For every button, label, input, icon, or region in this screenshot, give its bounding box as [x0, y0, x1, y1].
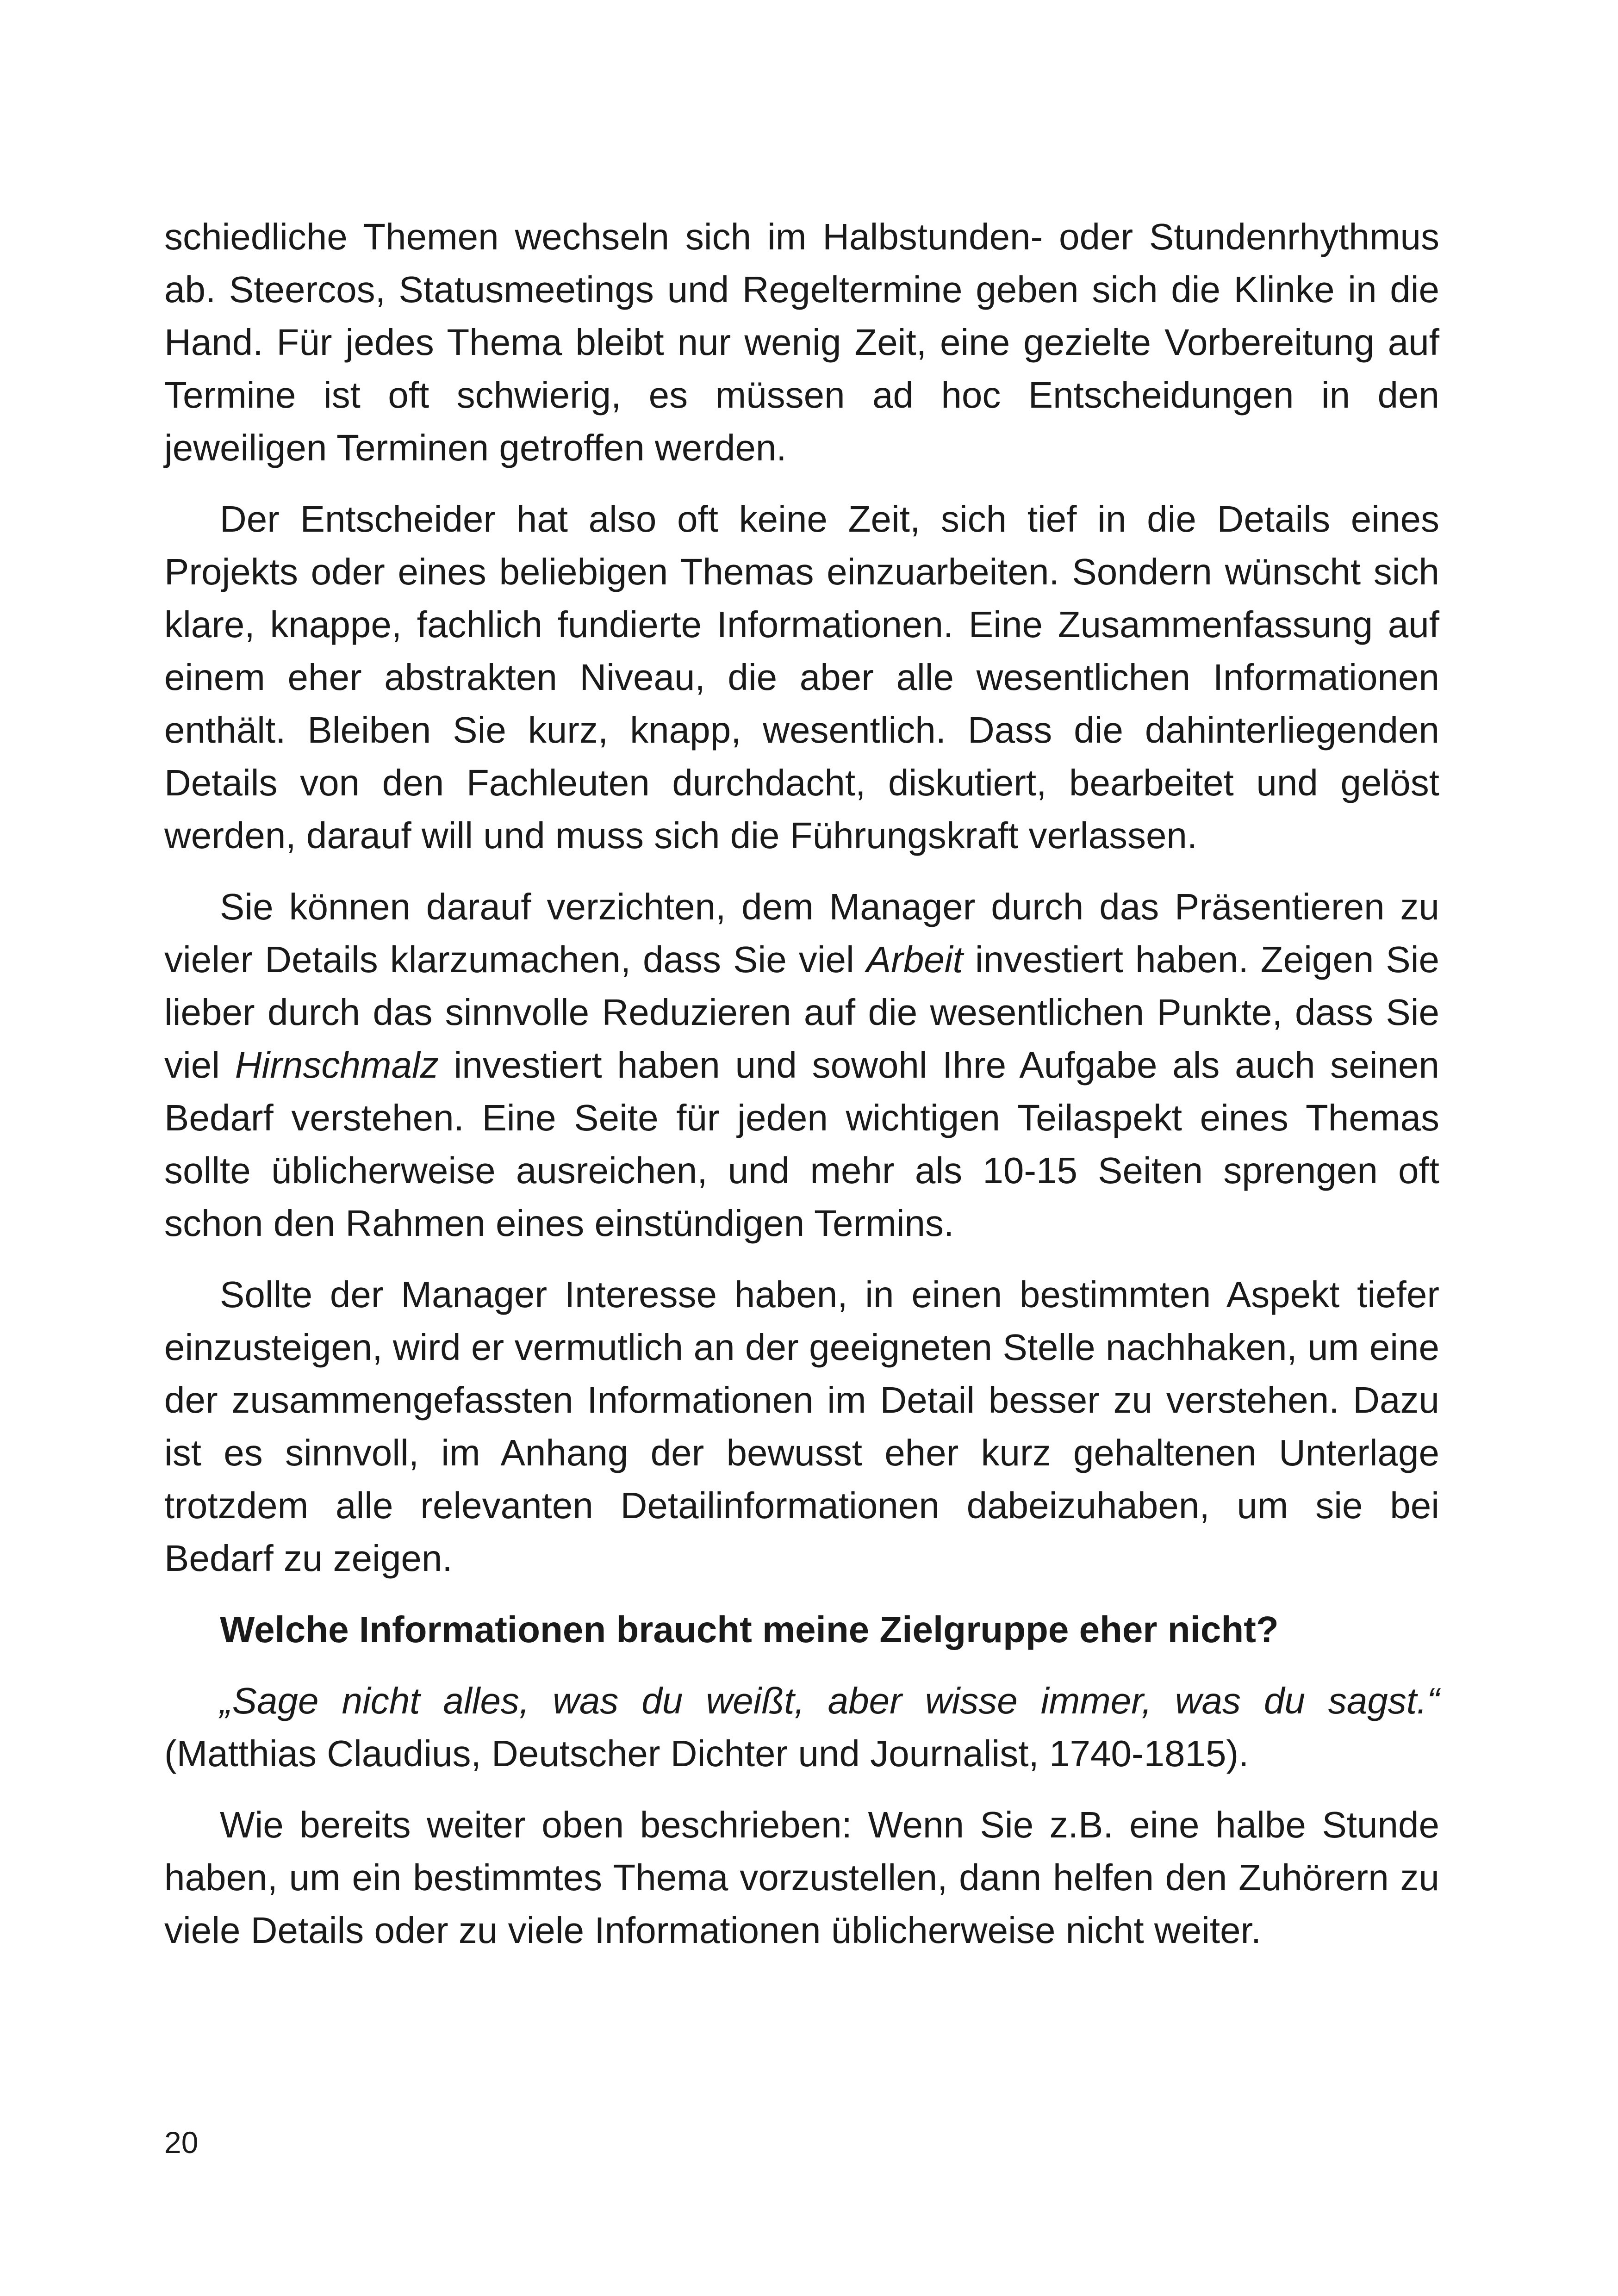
emphasis-arbeit: Arbeit [866, 939, 963, 980]
paragraph-3-text-c: investiert haben und sowohl Ihre Aufgabe als auch seinen Bedarf verstehen. Eine Seite für jeden wichtigen Teilaspekt eines Themas sollte üblicherweise ausreichen, und mehr als 10-15 Seiten sprengen oft schon den Rahmen eines einstündigen Termins. [164, 1044, 1440, 1244]
page-number: 20 [164, 2125, 199, 2159]
paragraph-4: Sollte der Manager Interesse haben, in einen bestimmten Aspekt tiefer einzusteigen, wird er vermutlich an der geeigneten Stelle nachhaken, um eine der zusammengefassten Informationen im Detail besser zu verstehen. Dazu ist es sinnvoll, im Anhang der bewusst eher kurz gehaltenen Unterlage trotzdem alle relevanten Detailinformationen dabeizuhaben, um sie bei Bedarf zu zeigen. [164, 1274, 1439, 1579]
paragraph-3 [164, 881, 1439, 1250]
emphasis-hirnschmalz: Hirnschmalz [235, 1044, 439, 1086]
quote-source: (Matthias Claudius, Deutscher Dichter und Journalist, 1740-1815). [164, 1733, 1249, 1774]
section-heading: Welche Informationen braucht meine Zielgruppe eher nicht? [220, 1609, 1279, 1650]
paragraph-3-text-b: investiert haben. Zeigen Sie lieber durch das sinnvolle Reduzieren auf die wesentlichen Punkte, dass Sie viel [164, 939, 1439, 1086]
paragraph-6: Wie bereits weiter oben beschrieben: Wenn Sie z.B. eine halbe Stunde haben, um ein bestimmtes Thema vorzustellen, dann helfen den Zuhörern zu viele Details oder zu viele Informationen üblicherweise nicht weiter. [164, 1804, 1439, 1951]
quote-text: „Sage nicht alles, was du weißt, aber wisse immer, was du sagst.“ [220, 1680, 1439, 1721]
paragraph-3-text-a: Sie können darauf verzichten, dem Manager durch das Präsentieren zu vieler Details klarzumachen, dass Sie viel [164, 886, 1439, 980]
paragraph-2: Der Entscheider hat also oft keine Zeit, sich tief in die Details eines Projekts oder eines beliebigen Themas einzuarbeiten. Sondern wünscht sich klare, knappe, fachlich fundierte Informationen. Eine Zusammenfassung auf einem eher abstrakten Niveau, die aber alle wesentlichen Informationen enthält. Bleiben Sie kurz, knapp, wesentlich. Dass die dahinterliegenden Details von den Fachleuten durchdacht, diskutiert, bearbeitet und gelöst werden, darauf will und muss sich die Führungskraft verlassen. [164, 498, 1439, 856]
body-text [164, 211, 1439, 1975]
quote-paragraph [164, 1675, 1439, 1780]
paragraph-1: schiedliche Themen wechseln sich im Halbstunden- oder Stundenrhythmus ab. Steercos, Statusmeetings und Regeltermine geben sich die Klinke in die Hand. Für jedes Thema bleibt nur wenig Zeit, eine gezielte Vorbereitung auf Termine ist oft schwierig, es müssen ad hoc Entscheidungen in den jeweiligen Terminen getroffen werden. [164, 216, 1439, 468]
